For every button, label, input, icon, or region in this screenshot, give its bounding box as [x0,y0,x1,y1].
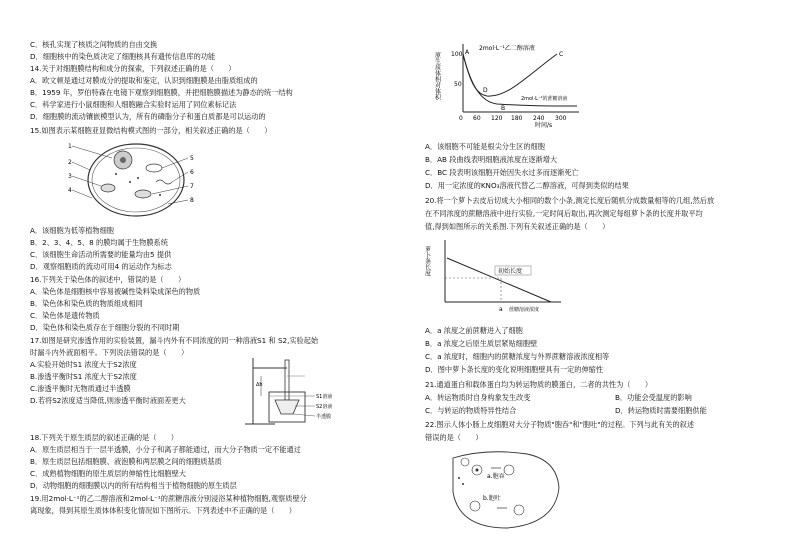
q16-option-b: B．染色体和染色质的物质组成相同 [30,299,143,308]
q15-option-a: A．该细胞为低等植物细胞 [30,226,114,235]
label-exocytosis: b.胞吐 [483,495,501,502]
q19-xlabel: 时间/s [535,122,553,129]
q20-trend-line [447,258,551,302]
membrane-label: 半透膜 [316,414,332,420]
point-c: C [559,51,564,58]
q22-stem: 22.图示人体小肠上皮细胞对大分子物质"胞吞"和"胞吐"的过程。下列与此有关的叙述 [425,420,695,429]
q17-option-c: C.渗透平衡时无物质通过半透膜 [30,384,131,393]
label-endocytosis: a.胞吞 [487,473,505,480]
cell-label-2: 2 [68,159,72,166]
q22-stem-2: 错误的是（ ） [425,433,483,442]
q16-option-a: A．染色体是细胞核中容易被碱性染料染成深色的物质 [30,287,201,296]
q19-option-c: C．BC 段表明该细胞开始因失水过多而逐渐死亡 [425,168,579,177]
cell-label-4: 4 [68,187,72,194]
q17-option-d: D.若将S2浓度适当降低,则渗透平衡时液面差更大 [30,396,186,405]
q17-stem-2: 时漏斗内外液面相平。下列说法错误的是（ ） [30,348,189,357]
q16-option-d: D．染色体和染色质存在于细胞分裂的不同时期 [30,323,180,332]
q20-mark-a: a [499,306,503,313]
q19-xtick-60: 60 [473,115,481,122]
q20-stem-1: 20.将一个萝卜去皮后切成大小相同的数个小条,测定长度后随机分成数量相等的几组,然后放 [425,196,715,205]
q20-option-a: A．a 浓度之前蔗糖进入了细胞 [425,326,523,335]
point-a: A [465,49,470,56]
point-d: D [483,87,488,94]
q18-option-a: A．原生质层相当于一层半透膜，小分子和离子都能通过，而大分子物质一定不能通过 [30,445,301,454]
q18-stem: 18.下列关于原生质层的叙述正确的是（ ） [30,433,178,442]
q14-option-c: C．科学家进行小鼠细胞和人细胞融合实验时运用了同位素标记法 [30,100,237,109]
cell-label-1: 1 [68,143,72,150]
q19-option-b: B．AB 段曲线表明细胞液浓度在逐渐增大 [425,155,558,164]
delta-h-label: Δh [256,382,263,388]
q14-option-d: D．细胞膜的流动镶嵌模型认为，所有的磷脂分子和蛋白质都是可以运动的 [30,112,266,121]
q14-stem: 14.关于对细胞膜结构和成分的探索，下列叙述正确的是（ ） [30,64,236,73]
cell-label-7: 7 [190,183,194,190]
q19-xtick-240: 240 [533,115,545,122]
osmosis-apparatus-figure [245,356,355,428]
point-b: B [501,105,506,112]
q18-option-d: D．动物细胞的细胞膜以内的所有结构相当于植物细胞的原生质层 [30,481,237,490]
q13-option-c: C．核孔实现了核质之间物质的自由交换 [30,40,158,49]
s1-label: S1溶液 [316,394,333,400]
q21-stem: 21.通道蛋白和载体蛋白均为转运物质的膜蛋白，二者的共性为（ ） [425,380,653,389]
q19-volume-chart [433,36,587,129]
q20-option-c: C．a 浓度时，细胞内的蔗糖浓度与外界蔗糖溶液浓度相等 [425,352,610,361]
s2-label: S2溶液 [316,404,333,410]
curve-label-1: 2mol·L⁻¹乙二醇溶液 [479,45,535,52]
q14-option-a: A．欧文顿是通过对膜成分的提取和鉴定，认识到细胞膜是由脂质组成的 [30,76,258,85]
q20-stem-2: 在不同浓度的蔗糖溶液中进行实验,一定时间后取出,再次测定每组萝卜条的长度并取平均 [425,209,703,218]
q21-option-d: D．转运物质时需要细胞供能 [615,406,707,415]
q16-stem: 16.下列关于染色体的叙述中，错误的是（ ） [30,275,186,284]
cell-label-3: 3 [68,173,72,180]
q19-stem-2: 离现象，得到其原生质体体积变化情况如下图所示。下列表述中不正确的是（ ） [30,506,296,515]
q21-option-c: C．与转运的物质特异性结合 [425,406,517,415]
q18-option-c: C．成熟植物细胞的原生质层的伸缩性比细胞壁大 [30,469,186,478]
q15-option-b: B．2、3、4、5、8 的膜均属于生物膜系统 [30,238,168,247]
q16-option-c: C．染色体是遗传物质 [30,311,100,320]
q17-option-b: B.渗透平衡时S1 浓度大于S2浓度 [30,372,137,381]
q20-initial-label: 初始长度 [498,268,523,275]
q19-xtick-300: 300 [555,115,567,122]
q18-option-b: B．原生质层包括细胞膜、液泡膜和两层膜之间的细胞质基质 [30,457,222,466]
q19-xtick-120: 120 [491,115,503,122]
q19-xtick-180: 180 [511,115,523,122]
q20-xlabel: 蔗糖溶液浓度 [509,307,540,313]
cell-label-6: 6 [190,169,194,176]
q21-option-b: B．功能会受温度的影响 [615,393,692,402]
q19-option-a: A．该细胞不可能是根尖分生区的细胞 [425,142,545,151]
q19-ytick-50: 50 [454,81,462,88]
q19-ytick-100: 100 [451,51,463,58]
cell-label-8: 8 [190,197,194,204]
q20-option-b: B．a 浓度之后原生质层紧贴细胞壁 [425,339,538,348]
cell-label-5: 5 [190,155,194,162]
q15-stem: 15.如图表示某细胞亚显微结构模式图的一部分，相关叙述正确的是（ ） [30,126,272,135]
q15-option-d: D．观察细胞质的流动可用4 的运动作为标志 [30,262,172,271]
cell-structure-figure [68,140,198,220]
q19-ylabel: 原生质体相对体积 [433,52,441,100]
q17-stem: 17.如图是研究渗透作用的实验装置，漏斗内外有不同浓度的同一种溶液S1 和 S2,实验起始 [30,336,319,345]
endocytosis-exocytosis-figure [447,448,567,532]
q21-option-a: A．转运物质时自身构象发生改变 [425,393,531,402]
q20-ylabel: 萝卜条长度 [423,246,431,276]
q19-option-d: D．用一定浓度的KNO₃溶液代替乙二醇溶液，可得到类似的结果 [425,181,629,190]
q13-option-d: D．细胞核中的染色质决定了细胞核具有遗传信息库的功能 [30,52,216,61]
curve-label-2: 2mol·L⁻¹的蔗糖溶液 [521,96,568,102]
q20-stem-3: 值,得到如图所示的关系图.下列有关叙述正确的是（ ） [425,222,610,231]
q17-option-a: A.实验开始时S1 浓度大于S2浓度 [30,360,137,369]
q20-length-chart [425,236,565,316]
q20-option-d: D．图中萝卜条长度的变化说明细胞壁具有一定的伸缩性 [425,365,604,374]
q15-option-c: C．该细胞生命活动所需要的能量均由5 提供 [30,250,172,259]
q14-option-b: B．1959 年，罗伯特森在电镜下观察到细胞膜，并把细胞膜描述为静态的统一结构 [30,88,293,97]
q19-stem: 19.用2mol·L⁻¹的乙二醇溶液和2mol·L⁻¹的蔗糖溶液分别浸浴某种植物细胞,观察质壁分 [30,494,307,503]
q19-xtick-0: 0 [459,115,463,122]
